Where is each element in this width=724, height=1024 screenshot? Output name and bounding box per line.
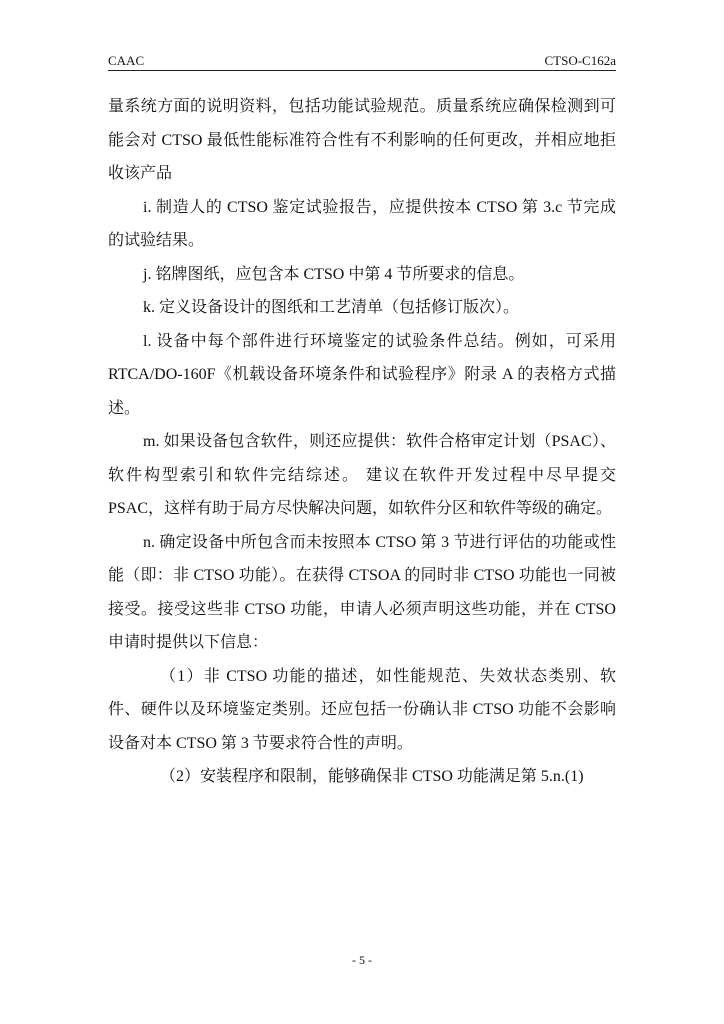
paragraph-item-k: k. 定义设备设计的图纸和工艺清单（包括修订版次）。	[143, 299, 520, 316]
paragraph-item-l: l. 设备中每个部件进行环境鉴定的试验条件总结。例如，可采用 RTCA/DO-160F《机载设备环境条件和试验程序》附录 A 的表格方式描述。	[108, 332, 616, 417]
page-number: - 5 -	[352, 953, 372, 967]
paragraph-item-m: m. 如果设备包含软件，则还应提供：软件合格审定计划（PSAC）、软件构型索引和软件完结综述。 建议在软件开发过程中尽早提交 PSAC，这样有助于局方尽快解决问题，如软件分区和软件等级的确定。	[108, 433, 616, 517]
header-org: CAAC	[108, 53, 145, 68]
page-header	[108, 52, 616, 71]
paragraph-item-j: j. 铭牌图纸，应包含本 CTSO 中第 4 节所要求的信息。	[143, 265, 525, 283]
paragraph-continuation: 量系统方面的说明资料，包括功能试验规范。质量系统应确保检测到可能会对 CTSO 最低性能标准符合性有不利影响的任何更改，并相应地拒收该产品	[108, 98, 616, 182]
paragraph-item-n: n. 确定设备中所包含而未按照本 CTSO 第 3 节进行评估的功能或性能（即：非 CTSO 功能）。在获得 CTSOA 的同时非 CTSO 功能也一同被接受。接受这些非 CTSO 功能，申请人必须声明这些功能，并在 CTSO 申请时提供以下信息：	[108, 533, 616, 651]
paragraph-sub-item-2: （2）安装程序和限制，能够确保非 CTSO 功能满足第 5.n.(1)	[160, 768, 584, 785]
document-body	[108, 90, 616, 794]
paragraph-item-i: i. 制造人的 CTSO 鉴定试验报告，应提供按本 CTSO 第 3.c 节完成的试验结果。	[108, 198, 616, 249]
paragraph-sub-item-1: （1）非 CTSO 功能的描述，如性能规范、失效状态类别、软件、硬件以及环境鉴定类别。还应包括一份确认非 CTSO 功能不会影响设备对本 CTSO 第 3 节要求符合性的声明。	[108, 667, 616, 752]
header-document-id: CTSO-C162a	[544, 53, 616, 68]
